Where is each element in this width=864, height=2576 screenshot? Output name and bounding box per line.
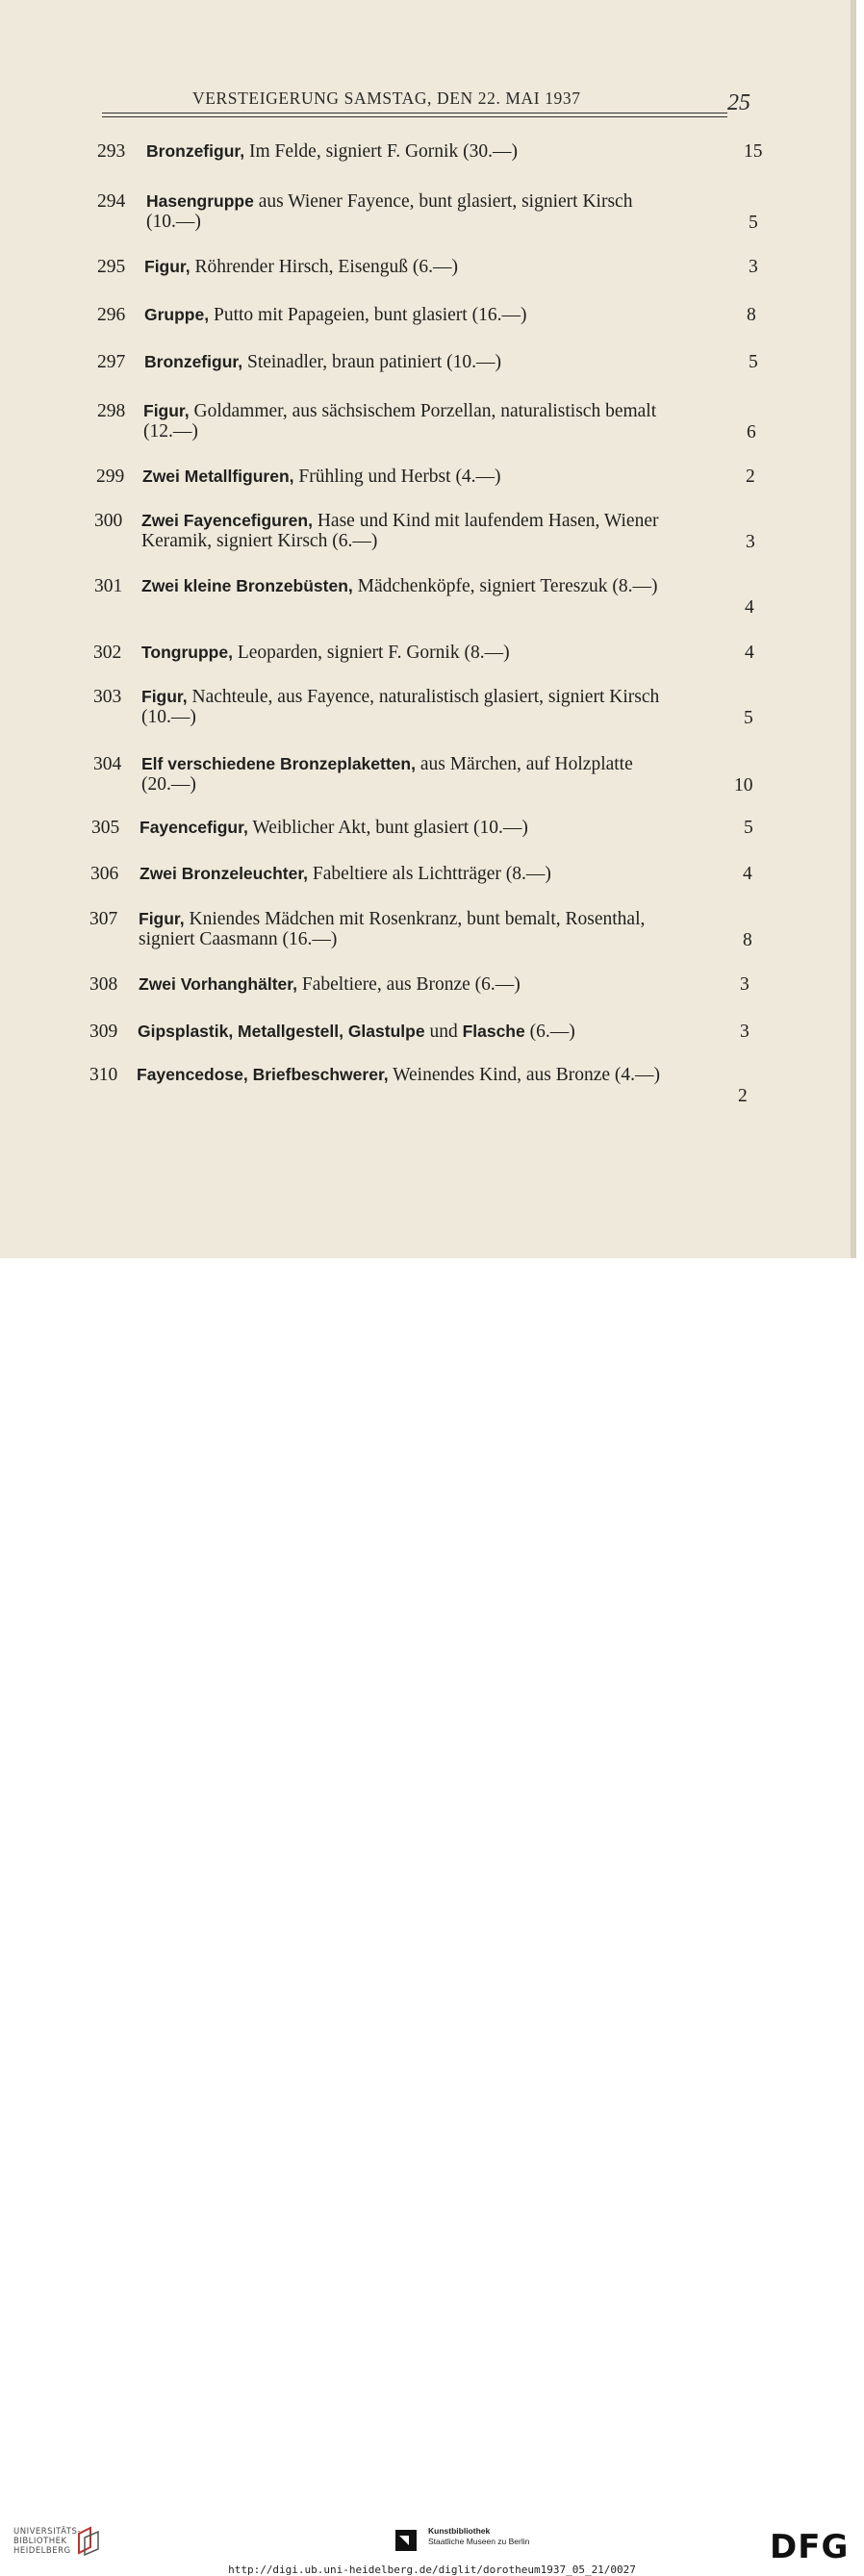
lot-text: Hase und Kind mit laufendem Hasen, Wiener bbox=[312, 511, 659, 531]
permalink-url[interactable]: http://digi.ub.uni-heidelberg.de/diglit/dorotheum1937_05_21/0027 bbox=[228, 2563, 636, 2576]
lot-number: 307 bbox=[89, 909, 118, 929]
lot-line: (10.—) bbox=[141, 707, 196, 727]
lot-number: 298 bbox=[97, 401, 126, 421]
lot-quantity: 2 bbox=[738, 1086, 748, 1106]
lot-quantity: 5 bbox=[749, 352, 758, 372]
lot-line bbox=[141, 643, 760, 663]
kb-subtitle: Staatliche Museen zu Berlin bbox=[428, 2537, 530, 2546]
lot-number: 305 bbox=[91, 818, 120, 838]
lot-quantity: 4 bbox=[745, 643, 754, 663]
lot-line bbox=[140, 818, 760, 838]
lot-description bbox=[144, 352, 760, 372]
lot-text: Goldammer, aus sächsischem Porzellan, naturalistisch bemalt bbox=[189, 401, 657, 421]
lot-description bbox=[141, 576, 760, 596]
lot-title: Figur, bbox=[139, 909, 185, 928]
lot-number: 304 bbox=[93, 754, 122, 774]
running-header: VERSTEIGERUNG SAMSTAG, DEN 22. MAI 1937 bbox=[192, 88, 581, 108]
lot-text: Mädchenköpfe, signiert Tereszuk (8.—) bbox=[352, 576, 658, 596]
lot-line bbox=[141, 576, 760, 596]
lot-text: Leoparden, signiert F. Gornik (8.—) bbox=[232, 643, 510, 663]
lot-entry bbox=[0, 754, 856, 800]
lot-description bbox=[140, 864, 760, 884]
lot-quantity: 4 bbox=[745, 597, 754, 618]
lot-title: Bronzefigur, bbox=[146, 141, 245, 161]
lot-text: aus Wiener Fayence, bunt glasiert, signiert Kirsch bbox=[253, 191, 633, 212]
lot-line bbox=[140, 864, 760, 884]
ub-heidelberg-icon bbox=[75, 2524, 102, 2557]
lot-number: 299 bbox=[96, 467, 125, 487]
lot-title: Gruppe, bbox=[144, 305, 210, 324]
lot-quantity: 6 bbox=[747, 422, 756, 442]
lot-description bbox=[141, 511, 760, 551]
lot-number: 297 bbox=[97, 352, 126, 372]
page-number: 25 bbox=[727, 90, 750, 115]
lot-line bbox=[144, 352, 760, 372]
ub-heidelberg-logo[interactable] bbox=[13, 2527, 81, 2556]
lot-description bbox=[142, 467, 760, 487]
lot-description bbox=[143, 401, 760, 442]
lot-title: Figur, bbox=[144, 257, 191, 276]
lot-number: 303 bbox=[93, 687, 122, 707]
lot-description bbox=[140, 818, 760, 838]
lot-line bbox=[139, 909, 760, 929]
lot-entry bbox=[0, 1022, 856, 1068]
lot-title: Tongruppe, bbox=[141, 643, 233, 662]
lot-quantity: 2 bbox=[746, 467, 755, 487]
lot-title: Bronzefigur, bbox=[144, 352, 243, 371]
lot-title: Fayencefigur, bbox=[140, 818, 248, 837]
lot-number: 301 bbox=[94, 576, 123, 596]
lot-entry bbox=[0, 864, 856, 910]
lot-entry bbox=[0, 352, 856, 398]
lot-quantity: 3 bbox=[749, 257, 758, 277]
kb-title: Kunstbibliothek bbox=[428, 2526, 491, 2536]
lot-description bbox=[144, 305, 760, 325]
kunstbibliothek-icon bbox=[395, 2530, 417, 2551]
header-rule bbox=[102, 116, 727, 117]
lot-entry bbox=[0, 401, 856, 447]
lot-line bbox=[138, 1022, 760, 1042]
footer-bar bbox=[0, 1258, 864, 2576]
lot-description bbox=[137, 1065, 760, 1085]
lot-number: 294 bbox=[97, 191, 126, 212]
ub-logo-line: BIBLIOTHEK bbox=[13, 2537, 67, 2546]
lot-text: Röhrender Hirsch, Eisenguß (6.—) bbox=[190, 257, 458, 277]
lot-line: (12.—) bbox=[143, 421, 198, 442]
lot-line bbox=[143, 401, 760, 421]
lot-text: Fabeltiere als Lichtträger (8.—) bbox=[308, 864, 551, 884]
lot-description bbox=[141, 754, 760, 795]
lot-line: signiert Caasmann (16.—) bbox=[139, 929, 338, 949]
lot-title: Zwei Bronzeleuchter, bbox=[140, 864, 309, 883]
lot-entry bbox=[0, 909, 856, 955]
lot-entry bbox=[0, 191, 856, 238]
lot-text: Im Felde, signiert F. Gornik (30.—) bbox=[244, 141, 518, 162]
lot-line bbox=[144, 305, 760, 325]
lot-description bbox=[144, 257, 760, 277]
lot-entry bbox=[0, 687, 856, 733]
lot-text: Nachteule, aus Fayence, naturalistisch glasiert, signiert Kirsch bbox=[187, 687, 660, 707]
lot-line bbox=[141, 687, 760, 707]
lot-number: 293 bbox=[97, 141, 126, 162]
lot-title: Figur, bbox=[141, 687, 188, 706]
lot-line bbox=[146, 191, 760, 212]
lot-text: Kniendes Mädchen mit Rosenkranz, bunt bemalt, Rosenthal, bbox=[184, 909, 646, 929]
lot-title: Figur, bbox=[143, 401, 190, 420]
header-rule bbox=[102, 113, 727, 114]
lot-text: Weinendes Kind, aus Bronze (4.—) bbox=[388, 1065, 661, 1085]
lot-line bbox=[141, 511, 760, 531]
lot-text: Weiblicher Akt, bunt glasiert (10.—) bbox=[247, 818, 528, 838]
lot-entry bbox=[0, 643, 856, 689]
dfg-logo[interactable]: DFG bbox=[770, 2528, 850, 2566]
lot-entry bbox=[0, 818, 856, 864]
lot-quantity: 15 bbox=[744, 141, 763, 162]
lot-number: 296 bbox=[97, 305, 126, 325]
lot-line bbox=[137, 1065, 760, 1085]
lot-title: Hasengruppe bbox=[146, 191, 254, 211]
lot-description bbox=[138, 1022, 760, 1042]
lot-quantity: 8 bbox=[747, 305, 756, 325]
lot-quantity: 5 bbox=[749, 213, 758, 233]
lot-entry bbox=[0, 974, 856, 1021]
lot-entry bbox=[0, 467, 856, 513]
lot-description bbox=[139, 974, 760, 995]
lot-description bbox=[146, 141, 760, 162]
lot-entry bbox=[0, 257, 856, 303]
lot-line bbox=[144, 257, 760, 277]
lot-title: Flasche bbox=[462, 1022, 525, 1041]
lot-text: und bbox=[424, 1022, 463, 1042]
lot-description bbox=[139, 909, 760, 949]
lot-line: (20.—) bbox=[141, 774, 196, 795]
lot-number: 300 bbox=[94, 511, 123, 531]
lot-number: 308 bbox=[89, 974, 118, 995]
lot-line bbox=[146, 141, 760, 162]
lot-text: Putto mit Papageien, bunt glasiert (16.—) bbox=[209, 305, 527, 325]
lot-quantity: 3 bbox=[746, 532, 755, 552]
lot-quantity: 3 bbox=[740, 1022, 750, 1042]
lot-number: 295 bbox=[97, 257, 126, 277]
lot-title: Gipsplastik, Metallgestell, Glastulpe bbox=[138, 1022, 425, 1041]
lot-quantity: 8 bbox=[743, 930, 752, 950]
lot-title: Zwei Fayencefiguren, bbox=[141, 511, 313, 530]
lot-entry bbox=[0, 511, 856, 557]
lot-text: aus Märchen, auf Holzplatte bbox=[415, 754, 633, 774]
lot-quantity: 3 bbox=[740, 974, 750, 995]
ub-logo-line: HEIDELBERG bbox=[13, 2546, 71, 2556]
lot-description bbox=[141, 687, 760, 727]
lot-line: (10.—) bbox=[146, 212, 201, 232]
lot-text: Frühling und Herbst (4.—) bbox=[293, 467, 501, 487]
lot-title: Elf verschiedene Bronzeplaketten, bbox=[141, 754, 416, 773]
lot-title: Fayencedose, Briefbeschwerer, bbox=[137, 1065, 389, 1084]
lot-quantity: 5 bbox=[744, 708, 753, 728]
lot-description bbox=[141, 643, 760, 663]
lot-line bbox=[142, 467, 760, 487]
lot-number: 302 bbox=[93, 643, 122, 663]
lot-number: 306 bbox=[90, 864, 119, 884]
kunstbibliothek-logo[interactable] bbox=[428, 2526, 529, 2547]
lot-number: 310 bbox=[89, 1065, 118, 1085]
lot-text: Steinadler, braun patiniert (10.—) bbox=[242, 352, 501, 372]
lot-number: 309 bbox=[89, 1022, 118, 1042]
lot-entry bbox=[0, 141, 856, 188]
lot-title: Zwei Metallfiguren, bbox=[142, 467, 294, 486]
lot-text: Fabeltiere, aus Bronze (6.—) bbox=[297, 974, 521, 995]
lot-line bbox=[139, 974, 760, 995]
lot-line bbox=[141, 754, 760, 774]
ub-logo-line: UNIVERSITÄTS- bbox=[13, 2527, 81, 2537]
lot-entry bbox=[0, 1065, 856, 1111]
lot-entry bbox=[0, 576, 856, 622]
lot-quantity: 4 bbox=[743, 864, 752, 884]
lot-text: (6.—) bbox=[524, 1022, 575, 1042]
lot-line: Keramik, signiert Kirsch (6.—) bbox=[141, 531, 378, 551]
lot-entry bbox=[0, 305, 856, 351]
lot-description bbox=[146, 191, 760, 232]
lot-quantity: 5 bbox=[744, 818, 753, 838]
lot-title: Zwei Vorhanghälter, bbox=[139, 974, 297, 994]
lot-quantity: 10 bbox=[734, 775, 753, 796]
lot-title: Zwei kleine Bronzebüsten, bbox=[141, 576, 353, 595]
